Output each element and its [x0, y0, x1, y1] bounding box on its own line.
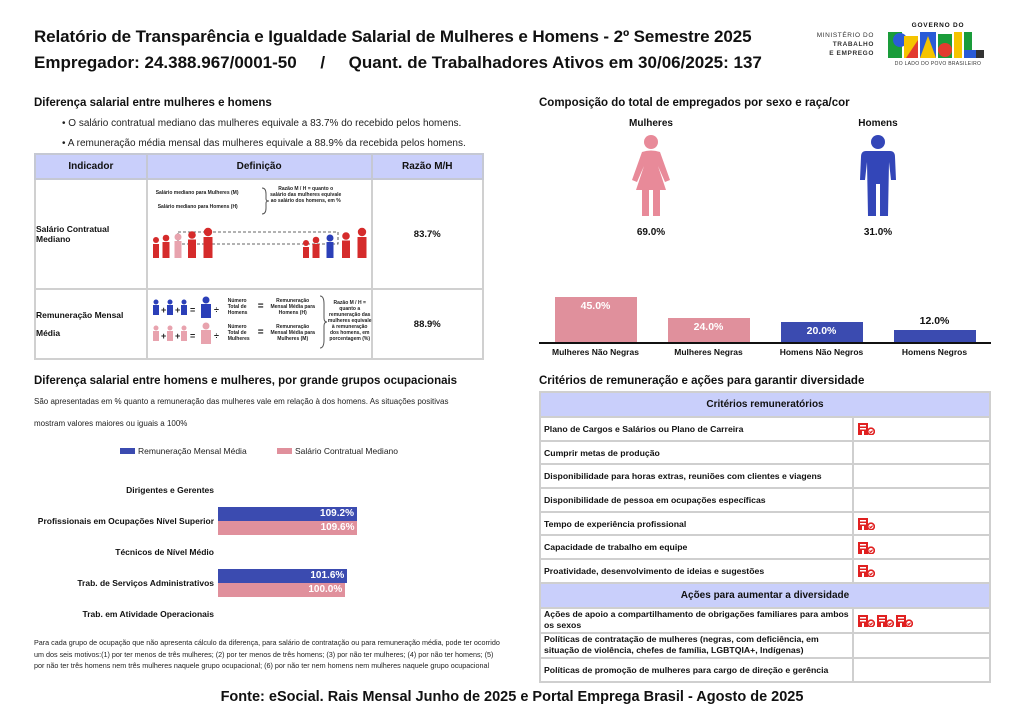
- bar-value-label: 45.0%: [580, 300, 611, 312]
- svg-text:+: +: [160, 305, 166, 315]
- criteria-icon-cell: [853, 512, 990, 536]
- criteria-row: [540, 535, 990, 559]
- col-indicator: Indicador: [35, 154, 147, 179]
- bar-value-label: 24.0%: [693, 321, 724, 333]
- company-check-icon: [857, 422, 875, 435]
- svg-text:=: =: [189, 331, 195, 341]
- label-median-women: Salário mediano para Mulheres (M): [155, 190, 239, 196]
- equals-icon: =: [257, 327, 264, 338]
- bullet-median: • O salário contratual mediano das mulheres equivale a 83.7% do recebido pelos homens.: [62, 118, 462, 129]
- occupational-footnote: Para cada grupo de ocupação que não apresenta cálculo da diferença, para salário de contratação ou para remuneração média, pode ter ocorrido um dos seis motivos:(1) por ter menos de três mulheres; (2) por ter menos de três homens; (3) por não ter mulheres; (4) por não ter homens; (5) por não ter três homens nem três mulheres naquele grupo ocupacional; (6) por não ter nem homens nem mulheres naquele grupo ocupacional: [34, 638, 500, 670]
- bar-value-label: 12.0%: [919, 315, 950, 327]
- occupation-label: Trab. de Serviços Administrativos: [77, 578, 214, 588]
- criteria-row: [540, 608, 990, 633]
- criteria-label: Disponibilidade para horas extras, reuniões com clientes e viagens: [540, 464, 853, 488]
- men-count-label: Número Total de Homens: [227, 298, 248, 316]
- x-axis-line: [539, 342, 991, 344]
- criteria-label: Proatividade, desenvolvimento de ideias e sugestões: [540, 559, 853, 583]
- criteria-table: [539, 391, 991, 683]
- criteria-icon-cell: [853, 633, 990, 658]
- occupational-bar-chart: [0, 478, 520, 628]
- women-percent: 69.0%: [636, 227, 666, 238]
- criteria-row: [540, 559, 990, 583]
- criteria-icon-cell: [853, 464, 990, 488]
- occupation-label: Profissionais em Ocupações Nível Superior: [37, 516, 214, 526]
- company-check-icon: [876, 614, 894, 627]
- ratio-average: 88.9%: [372, 289, 483, 359]
- occupation-bar-salario: 100.0%: [218, 583, 345, 597]
- legend-item-remuneracao: [120, 446, 247, 456]
- criteria-label: Capacidade de trabalho em equipe: [540, 535, 853, 559]
- average-ratio-note: Razão M / H = quanto a remuneração das mulheres equivale à remuneração dos homens, em porcentagem (%): [327, 300, 372, 342]
- label-median-men: Salário mediano para Homens (H): [157, 204, 238, 210]
- indicator-cell: Salário Contratual Mediano: [35, 179, 147, 289]
- median-ratio-note: Razão M / H = quanto o salário das mulheres equivale ao salário dos homens, em %: [270, 186, 342, 204]
- legend-swatch: [120, 448, 135, 454]
- criteria-icon-cell: [853, 441, 990, 465]
- criteria-row: [540, 488, 990, 512]
- svg-text:÷: ÷: [213, 331, 219, 341]
- government-logo: [806, 22, 996, 72]
- bar-value-label: 20.0%: [806, 325, 837, 337]
- bar-homens-negros: [894, 330, 976, 342]
- desc-line-2: mostram valores maiores ou iguais a 100%: [34, 419, 188, 428]
- legend-label: Salário Contratual Mediano: [295, 446, 399, 456]
- occupation-bar-salario: 109.6%: [218, 521, 357, 535]
- occupational-desc: [34, 391, 504, 435]
- ministry-line-1: MINISTÉRIO DO: [816, 32, 874, 39]
- criteria-label: Ações de apoio a compartilhamento de obrigações familiares para ambos os sexos: [540, 608, 853, 633]
- category-label: Mulheres Não Negras: [552, 347, 639, 357]
- equals-icon: =: [257, 301, 264, 312]
- occupation-bar-remuneracao: 109.2%: [218, 507, 357, 521]
- median-people-illustration: [148, 218, 374, 268]
- definition-cell: [147, 179, 372, 289]
- criteria-row: [540, 512, 990, 536]
- brace-icon: [318, 294, 328, 350]
- criteria-icon-cell: [853, 417, 990, 441]
- criteria-label: Políticas de contratação de mulheres (negras, com deficiência, em situação de violência, chefes de família, LGBTQIA+, Indígenas): [540, 633, 853, 658]
- svg-text:+: +: [174, 305, 180, 315]
- section-header-criteria: Critérios remuneratórios: [540, 392, 990, 417]
- men-result-label: Remuneração Mensal Média para Homens (H): [270, 298, 315, 316]
- legend-swatch: [277, 448, 292, 454]
- table-row: [35, 289, 483, 359]
- brasil-logo-icon: [888, 32, 988, 58]
- occupation-bar-remuneracao: 101.6%: [218, 569, 347, 583]
- criteria-label: Cumprir metas de produção: [540, 441, 853, 465]
- composition-title: Composição do total de empregados por sexo e raça/cor: [539, 97, 850, 109]
- criteria-row: [540, 464, 990, 488]
- employer-line: Empregador: 24.388.967/0001-50 / Quant. de Trabalhadores Ativos em 30/06/2025: 137: [34, 53, 762, 72]
- criteria-label: Tempo de experiência profissional: [540, 512, 853, 536]
- criteria-title: Critérios de remuneração e ações para garantir diversidade: [539, 375, 865, 387]
- criteria-icon-cell: [853, 608, 990, 633]
- ministry-line-2: TRABALHO: [832, 41, 874, 48]
- svg-text:+: +: [160, 331, 166, 341]
- women-count-label: Número Total de Mulheres: [227, 324, 250, 342]
- source-footer: Fonte: eSocial. Rais Mensal Junho de 2025 e Portal Emprega Brasil - Agosto de 2025: [220, 689, 804, 705]
- category-label: Homens Não Negros: [779, 347, 864, 357]
- indicator-cell: Remuneração Mensal Média: [35, 289, 147, 359]
- criteria-icon-cell: [853, 658, 990, 682]
- company-check-icon: [857, 564, 875, 577]
- category-label: Homens Negros: [901, 347, 968, 357]
- ministry-name: [806, 31, 874, 58]
- gov-top-text: GOVERNO DO: [911, 22, 965, 29]
- criteria-label: Políticas de promoção de mulheres para cargo de direção e gerência: [540, 658, 853, 682]
- criteria-label: Plano de Cargos e Salários ou Plano de Carreira: [540, 417, 853, 441]
- men-percent: 31.0%: [863, 227, 893, 238]
- svg-text:=: =: [189, 305, 195, 315]
- desc-line-1: São apresentadas em % quanto a remuneração das mulheres vale em relação à dos homens. As situações positivas: [34, 397, 449, 406]
- women-label: Mulheres: [629, 118, 673, 129]
- ratio-median: 83.7%: [372, 179, 483, 289]
- criteria-row: [540, 417, 990, 441]
- criteria-row: [540, 633, 990, 658]
- company-check-icon: [857, 541, 875, 554]
- criteria-icon-cell: [853, 488, 990, 512]
- man-icon: [858, 134, 898, 216]
- men-label: Homens: [858, 118, 898, 129]
- occupational-title: Diferença salarial entre homens e mulheres, por grande grupos ocupacionais: [34, 375, 458, 387]
- legend-label: Remuneração Mensal Média: [138, 446, 247, 456]
- category-label: Mulheres Negras: [674, 347, 743, 357]
- company-check-icon: [895, 614, 913, 627]
- criteria-label: Disponibilidade de pessoa em ocupações específicas: [540, 488, 853, 512]
- col-ratio: Razão M/H: [372, 154, 483, 179]
- occupation-label: Dirigentes e Gerentes: [126, 485, 214, 495]
- bullet-average: • A remuneração média mensal das mulheres equivale a 88.9% da recebida pelos homens.: [62, 138, 466, 149]
- svg-text:÷: ÷: [213, 305, 219, 315]
- company-check-icon: [857, 614, 875, 627]
- indicator-table: [34, 153, 484, 360]
- report-title: Relatório de Transparência e Igualdade Salarial de Mulheres e Homens - 2º Semestre 2025: [34, 27, 752, 46]
- col-definition: Definição: [147, 154, 372, 179]
- criteria-icon-cell: [853, 559, 990, 583]
- section-header-diversity: Ações para aumentar a diversidade: [540, 583, 990, 608]
- occupation-label: Trab. em Atividade Operacionais: [82, 609, 214, 619]
- brace-icon: [260, 186, 270, 216]
- criteria-row: [540, 441, 990, 465]
- definition-cell: [147, 289, 372, 359]
- svg-text:+: +: [174, 331, 180, 341]
- criteria-row: [540, 658, 990, 682]
- race-bar-chart: [539, 290, 991, 360]
- salary-gap-title: Diferença salarial entre mulheres e homens: [34, 97, 272, 109]
- ministry-line-3: E EMPREGO: [829, 50, 874, 57]
- occupation-label: Técnicos de Nível Médio: [115, 547, 214, 557]
- average-people-illustration: [150, 296, 230, 350]
- women-result-label: Remuneração Mensal Média para Mulheres (M): [270, 324, 315, 342]
- criteria-icon-cell: [853, 535, 990, 559]
- company-check-icon: [857, 517, 875, 530]
- woman-icon: [630, 134, 672, 216]
- table-row: [35, 179, 483, 289]
- legend-item-salario: [277, 446, 398, 456]
- logo-tagline: DO LADO DO POVO BRASILEIRO: [894, 61, 982, 67]
